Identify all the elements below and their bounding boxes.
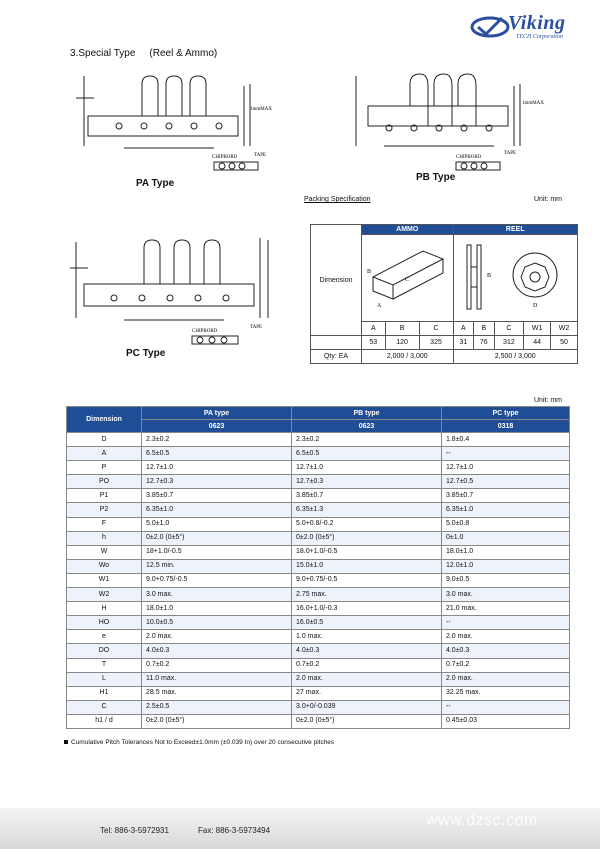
table-row bbox=[67, 545, 570, 559]
bullet-square-icon bbox=[64, 740, 68, 744]
pa-cell: 12.5 min. bbox=[142, 559, 292, 573]
pa-cell: 4.0±0.3 bbox=[142, 644, 292, 658]
pa-cell: 18+1.0/-0.5 bbox=[142, 545, 292, 559]
pb-cell: 3.85±0.7 bbox=[291, 489, 441, 503]
dimension-table-body bbox=[67, 433, 570, 729]
pa-cell: 6.35±1.0 bbox=[142, 503, 292, 517]
dimension-cell: h bbox=[67, 531, 142, 545]
svg-text:B: B bbox=[487, 273, 492, 279]
pa-cell: 2.3±0.2 bbox=[142, 433, 292, 447]
pc-cell: -- bbox=[441, 447, 569, 461]
pc-cell: 4.0±0.3 bbox=[441, 644, 569, 658]
main-table-unit: Unit: mm bbox=[534, 397, 562, 404]
chipbord-label: CHIPBORD bbox=[192, 329, 218, 334]
pb-cell: 9.0+0.75/-0.5 bbox=[291, 573, 441, 587]
dimension-cell: F bbox=[67, 517, 142, 531]
pc-cell: 6.35±1.0 bbox=[441, 503, 569, 517]
dimension-header: Dimension bbox=[67, 407, 142, 433]
table-row bbox=[67, 602, 570, 616]
dimension-cell: L bbox=[67, 672, 142, 686]
reel-value-w2: 50 bbox=[551, 336, 578, 350]
pa-cell: 2.0 max. bbox=[142, 630, 292, 644]
table-row bbox=[67, 447, 570, 461]
ammo-qty: 2,000 / 3,000 bbox=[362, 350, 454, 364]
pa-cell: 3.85±0.7 bbox=[142, 489, 292, 503]
ammo-header-b: B bbox=[385, 322, 419, 336]
table-row bbox=[67, 433, 570, 447]
pc-cell: 2.0 max. bbox=[441, 672, 569, 686]
pa-cell: 5.0±1.0 bbox=[142, 517, 292, 531]
reel-illustration bbox=[453, 235, 577, 322]
pc-cell: 12.7±1.0 bbox=[441, 461, 569, 475]
pc-cell: 1.8±0.4 bbox=[441, 433, 569, 447]
footer-fax: Fax: 886-3-5973494 bbox=[198, 826, 271, 835]
pa-type-diagram bbox=[64, 66, 274, 176]
reel-header-a: A bbox=[453, 322, 474, 336]
reel-header-b: B bbox=[474, 322, 495, 336]
ammo-value-b: 120 bbox=[385, 336, 419, 350]
dimension-cell: HO bbox=[67, 616, 142, 630]
pc-type-code: 0318 bbox=[441, 420, 569, 433]
pb-cell: 6.5±0.5 bbox=[291, 447, 441, 461]
ammo-box-icon bbox=[363, 237, 451, 317]
reel-icon bbox=[455, 237, 575, 317]
pc-cell: 12.0±1.0 bbox=[441, 559, 569, 573]
ammo-header-a: A bbox=[362, 322, 386, 336]
pc-cell: 9.0±0.5 bbox=[441, 573, 569, 587]
pb-type-label: PB Type bbox=[416, 172, 456, 183]
pb-type-header: PB type bbox=[291, 407, 441, 420]
packing-unit: Unit: mm bbox=[534, 196, 562, 203]
dimension-cell: h1 / d bbox=[67, 714, 142, 728]
footer-tel: Tel: 886-3-5972931 bbox=[100, 826, 169, 835]
dimension-cell: W1 bbox=[67, 573, 142, 587]
dimension-cell: P1 bbox=[67, 489, 142, 503]
pa-cell: 18.0±1.0 bbox=[142, 602, 292, 616]
footnote-text: Cumulative Pitch Tolerances Not to Exceed±1.0mm (±0.039 In) over 20 consecutive pitches bbox=[71, 739, 335, 746]
pc-cell: -- bbox=[441, 700, 569, 714]
pb-cell: 0±2.0 (0±5°) bbox=[291, 531, 441, 545]
pa-type-header: PA type bbox=[142, 407, 292, 420]
pb-cell: 12.7±1.0 bbox=[291, 461, 441, 475]
table-row bbox=[67, 630, 570, 644]
reel-header-c: C bbox=[494, 322, 524, 336]
dimension-cell: H1 bbox=[67, 686, 142, 700]
pc-type-diagram bbox=[64, 228, 294, 348]
pb-cell: 15.0±1.0 bbox=[291, 559, 441, 573]
svg-text:B: B bbox=[367, 269, 372, 275]
table-row bbox=[67, 644, 570, 658]
svg-text:A: A bbox=[377, 303, 382, 309]
swirl-logo-icon bbox=[470, 12, 510, 42]
section-title-text: 3.Special Type bbox=[70, 48, 136, 59]
pa-cell: 10.0±0.5 bbox=[142, 616, 292, 630]
pb-cell: 6.35±1.3 bbox=[291, 503, 441, 517]
pa-cell: 11.0 max. bbox=[142, 672, 292, 686]
reel-value-b: 76 bbox=[474, 336, 495, 350]
chipbord-label: CHIPBORD bbox=[212, 155, 238, 160]
packing-spec-title: Packing Specification bbox=[304, 196, 371, 203]
pa-cell: 9.0+0.75/-0.5 bbox=[142, 573, 292, 587]
pb-type-code: 0623 bbox=[291, 420, 441, 433]
ammo-value-a: 53 bbox=[362, 336, 386, 350]
pc-type-header: PC type bbox=[441, 407, 569, 420]
reel-header-w1: W1 bbox=[524, 322, 551, 336]
pc-cell: 0.7±0.2 bbox=[441, 658, 569, 672]
pa-cell: 12.7±0.3 bbox=[142, 475, 292, 489]
pb-cell: 3.0+0/-0.039 bbox=[291, 700, 441, 714]
qty-label: Qty: EA bbox=[311, 350, 362, 364]
pb-cell: 0±2.0 (0±5°) bbox=[291, 714, 441, 728]
pc-cell: 21.0 max. bbox=[441, 602, 569, 616]
pb-cell: 2.3±0.2 bbox=[291, 433, 441, 447]
table-row bbox=[67, 531, 570, 545]
table-row bbox=[67, 517, 570, 531]
pb-cell: 5.0+0.8/-0.2 bbox=[291, 517, 441, 531]
pa-cell: 28.5 max. bbox=[142, 686, 292, 700]
packing-spec-table bbox=[310, 224, 578, 364]
logo-subtitle: TECH Corporation bbox=[516, 34, 563, 40]
max-label: 1mmMAX bbox=[522, 101, 544, 106]
pa-type-code: 0623 bbox=[142, 420, 292, 433]
pc-cell: 3.85±0.7 bbox=[441, 489, 569, 503]
dimension-cell: W2 bbox=[67, 588, 142, 602]
max-label: 1mmMAX bbox=[250, 107, 272, 112]
pc-cell: 5.0±0.8 bbox=[441, 517, 569, 531]
pc-cell: 3.0 max. bbox=[441, 588, 569, 602]
pc-cell: 0±1.0 bbox=[441, 531, 569, 545]
pc-type-label: PC Type bbox=[126, 348, 166, 359]
dimension-table bbox=[66, 406, 570, 729]
dimension-cell: C bbox=[67, 700, 142, 714]
table-row bbox=[67, 503, 570, 517]
pa-cell: 0±2.0 (0±5°) bbox=[142, 531, 292, 545]
pb-cell: 12.7±0.3 bbox=[291, 475, 441, 489]
table-row bbox=[67, 714, 570, 728]
dimension-cell: e bbox=[67, 630, 142, 644]
table-row bbox=[67, 475, 570, 489]
pb-cell: 16.0±0.5 bbox=[291, 616, 441, 630]
pa-cell: 6.5±0.5 bbox=[142, 447, 292, 461]
ammo-box-illustration bbox=[362, 235, 454, 322]
dimension-values-label bbox=[311, 336, 362, 350]
pb-cell: 1.0 max. bbox=[291, 630, 441, 644]
pb-cell: 2.0 max. bbox=[291, 672, 441, 686]
pb-cell: 4.0±0.3 bbox=[291, 644, 441, 658]
reel-value-w1: 44 bbox=[524, 336, 551, 350]
dimension-cell: W bbox=[67, 545, 142, 559]
ammo-value-c: 325 bbox=[419, 336, 453, 350]
reel-qty: 2,500 / 3,000 bbox=[453, 350, 577, 364]
pc-cell: 0.45±0.03 bbox=[441, 714, 569, 728]
pb-cell: 16.0+1.0/-0.3 bbox=[291, 602, 441, 616]
dimension-label: Dimension bbox=[311, 225, 362, 336]
pc-cell: 2.0 max. bbox=[441, 630, 569, 644]
pc-cell: 12.7±0.5 bbox=[441, 475, 569, 489]
reel-header: REEL bbox=[453, 225, 577, 235]
pa-cell: 0±2.0 (0±5°) bbox=[142, 714, 292, 728]
dimension-cell: DO bbox=[67, 644, 142, 658]
section-subtitle: (Reel & Ammo) bbox=[149, 48, 218, 59]
dimension-cell: A bbox=[67, 447, 142, 461]
pc-cell: -- bbox=[441, 616, 569, 630]
table-row bbox=[67, 616, 570, 630]
dimension-cell: D bbox=[67, 433, 142, 447]
logo-text: Viking bbox=[508, 12, 566, 34]
tape-label: TAPE bbox=[250, 325, 263, 330]
svg-text:C: C bbox=[405, 277, 410, 283]
reel-value-a: 31 bbox=[453, 336, 474, 350]
reel-value-c: 312 bbox=[494, 336, 524, 350]
tape-label: TAPE bbox=[254, 153, 267, 158]
table-row bbox=[67, 672, 570, 686]
svg-text:D: D bbox=[533, 303, 538, 309]
table-row bbox=[67, 686, 570, 700]
pc-cell: 32.25 max. bbox=[441, 686, 569, 700]
dimension-cell: P bbox=[67, 461, 142, 475]
table-row bbox=[67, 573, 570, 587]
ammo-header: AMMO bbox=[362, 225, 454, 235]
viking-logo bbox=[470, 12, 580, 46]
table-row bbox=[67, 489, 570, 503]
dimension-cell: P2 bbox=[67, 503, 142, 517]
pa-cell: 0.7±0.2 bbox=[142, 658, 292, 672]
pb-type-diagram bbox=[344, 66, 564, 176]
pb-cell: 18.0+1.0/-0.5 bbox=[291, 545, 441, 559]
pa-cell: 12.7±1.0 bbox=[142, 461, 292, 475]
pa-cell: 3.0 max. bbox=[142, 588, 292, 602]
table-row bbox=[67, 461, 570, 475]
reel-header-w2: W2 bbox=[551, 322, 578, 336]
section-title bbox=[70, 48, 217, 59]
tape-label: TAPE bbox=[504, 151, 517, 156]
dimension-cell: T bbox=[67, 658, 142, 672]
table-row bbox=[67, 700, 570, 714]
pb-cell: 27 max. bbox=[291, 686, 441, 700]
ammo-header-c: C bbox=[419, 322, 453, 336]
pa-cell: 2.5±0.5 bbox=[142, 700, 292, 714]
pa-type-label: PA Type bbox=[136, 178, 175, 189]
table-row bbox=[67, 559, 570, 573]
dimension-cell: H bbox=[67, 602, 142, 616]
dimension-cell: Wo bbox=[67, 559, 142, 573]
chipbord-label: CHIPBORD bbox=[456, 155, 482, 160]
table-row bbox=[67, 588, 570, 602]
pc-cell: 18.0±1.0 bbox=[441, 545, 569, 559]
watermark: www.dzsc.com bbox=[426, 812, 538, 829]
pb-cell: 2.75 max. bbox=[291, 588, 441, 602]
dimension-cell: PO bbox=[67, 475, 142, 489]
table-row bbox=[67, 658, 570, 672]
pb-cell: 0.7±0.2 bbox=[291, 658, 441, 672]
footnote bbox=[64, 739, 334, 746]
